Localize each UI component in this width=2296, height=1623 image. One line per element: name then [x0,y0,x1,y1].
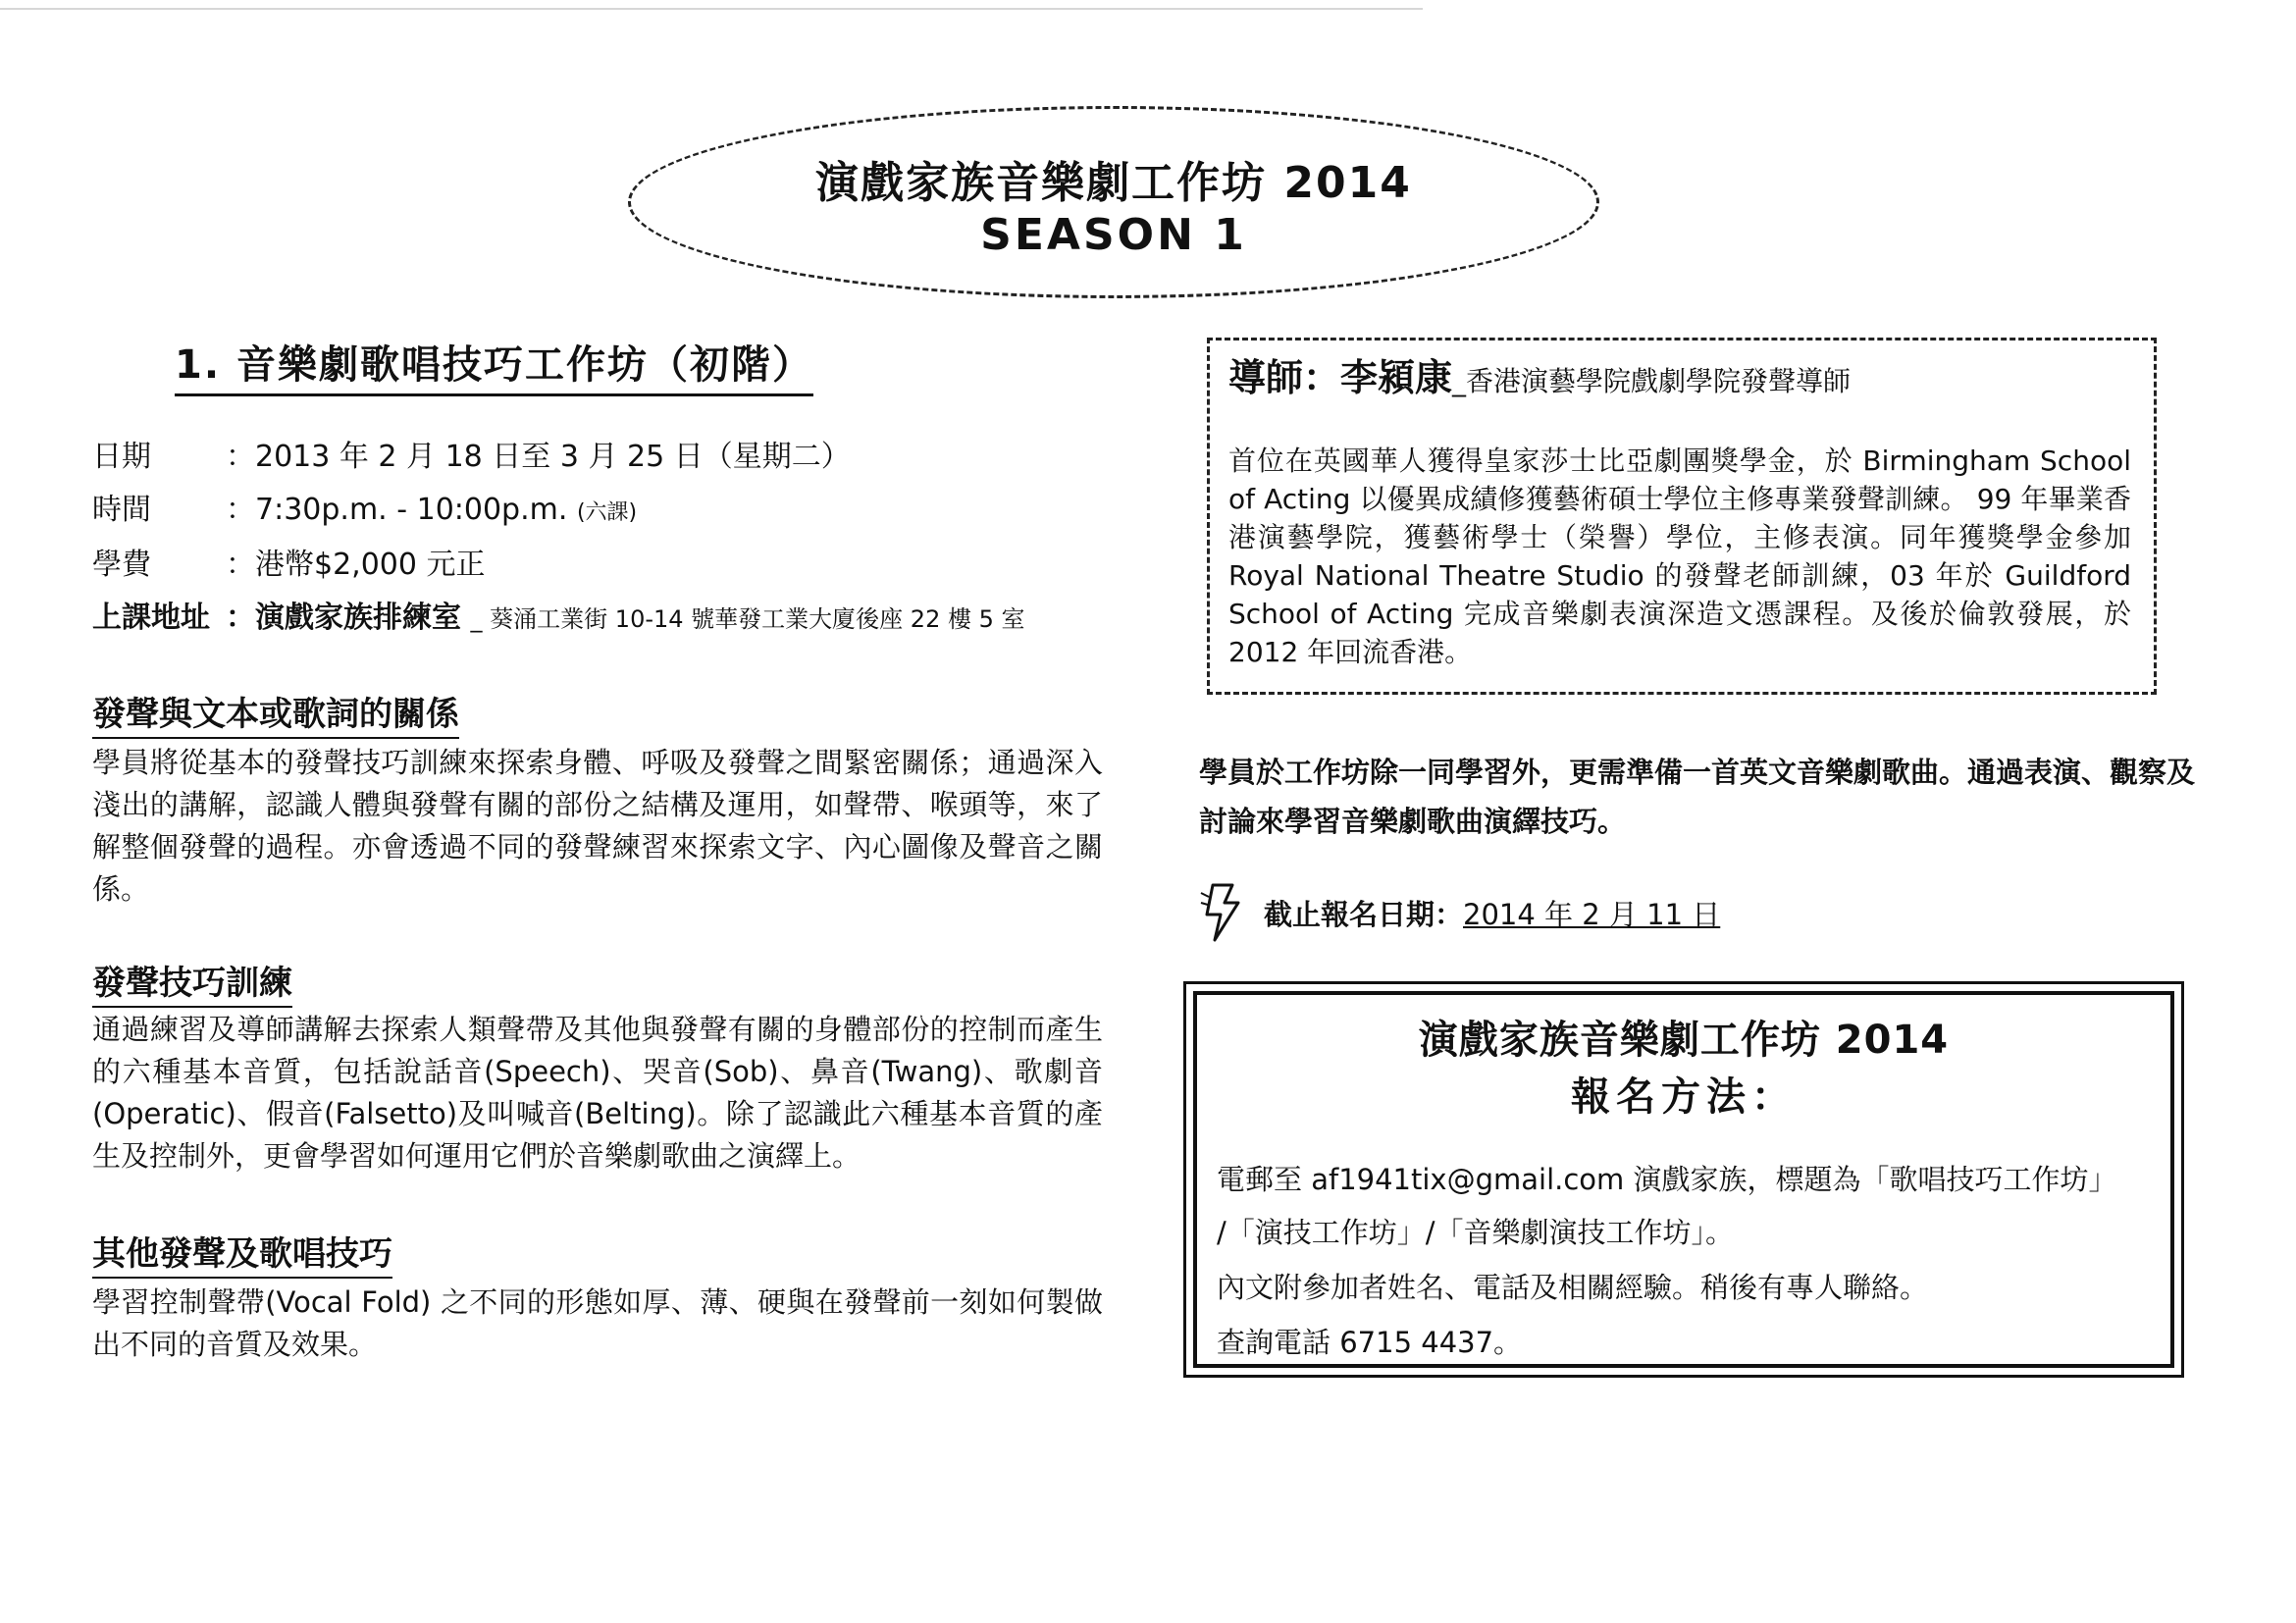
section-text: 通過練習及導師講解去探索人類聲帶及其他與發聲有關的身體部份的控制而產生的六種基本音質，包括說話音(Speech)、哭音(Sob)、鼻音(Twang)、歌劇音(Operatic)、假音(Falsetto)及叫喊音(Belting)。除了認識此六種基本音質的產生及控制外，更會學習如何運用它們於音樂劇歌曲之演繹上。 [92,1013,1103,1173]
registration-line: 電郵至 af1941tix@gmail.com 演戲家族，標題為「歌唱技巧工作坊」 [1217,1163,2117,1196]
deadline-label: 截止報名日期： [1264,897,1464,931]
section-heading: 發聲與文本或歌詞的關係 [92,687,459,739]
workshop-note: 學員於工作坊除一同學習外，更需準備一首英文音樂劇歌曲。通過表演、觀察及討論來學習音樂劇歌曲演繹技巧。 [1199,756,2196,838]
registration-line: 內文附參加者姓名、電話及相關經驗。稍後有專人聯絡。 [1217,1271,1929,1304]
workshop-title: 1. 音樂劇歌唱技巧工作坊（初階） [175,334,813,396]
page-title: 演戲家族音樂劇工作坊 2014 [815,158,1412,208]
info-value [226,485,637,528]
section-heading: 其他發聲及歌唱技巧 [92,1227,392,1279]
info-label: 上課地址 [92,601,210,635]
registration-title: 演戲家族音樂劇工作坊 2014 [1418,1018,1950,1063]
info-value-text: ：演戲家族排練室 [226,601,461,635]
info-label: 時間 [92,493,151,527]
section-text: 學員將從基本的發聲技巧訓練來探索身體、呼吸及發聲之間緊密關係；通過深入淺出的講解，認識人體與發聲有關的部份之結構及運用，如聲帶、喉頭等，來了解整個發聲的過程。亦會透過不同的發聲練習來探索文字、內心圖像及聲音之關係。 [92,746,1103,906]
info-label: 日期 [92,440,151,474]
registration-line: /「演技工作坊」/「音樂劇演技工作坊」。 [1217,1216,1735,1249]
section-heading: 發聲技巧訓練 [92,956,292,1008]
top-rule [0,8,1423,10]
info-value: ：港幣$2,000 元正 [226,548,486,582]
info-value: ：2013 年 2 月 18 日至 3 月 25 日（星期二） [226,440,851,474]
info-label: 學費 [92,548,151,582]
info-row-fee [92,540,486,583]
registration-subtitle: 報名方法： [1571,1074,1797,1120]
deadline-date: 2014 年 2 月 11 日 [1463,897,1721,931]
tutor-heading [1228,347,1851,401]
info-row-time [92,485,637,528]
info-value [226,593,1025,636]
info-row-date [92,432,851,475]
deadline [1199,883,1720,942]
tutor-title: _香港演藝學院戲劇學院發聲導師 [1452,365,1852,397]
season-label: SEASON 1 [980,210,1247,260]
section-text: 學習控制聲帶(Vocal Fold) 之不同的形態如厚、薄、硬與在發聲前一刻如何製做出不同的音質及效果。 [92,1285,1103,1361]
info-row-address [92,593,1025,636]
info-value-extra: (六課) [576,500,638,525]
info-value-text: ：7:30p.m. - 10:00p.m. [226,493,568,527]
tutor-name: 導師：李潁康 [1228,356,1453,399]
tutor-bio: 首位在英國華人獲得皇家莎士比亞劇團獎學金，於 Birmingham School of Acting 以優異成績修獲藝術碩士學位主修專業發聲訓練。 99 年畢業香港演藝學院，獲藝術學士（榮譽）學位，主修表演。同年獲獎學金參加 Royal National Theatre Studio 的發聲老師訓練，03 年於 Guildford School of Acting 完成音樂劇表演深造文憑課程。及後於倫敦發展，於 2012 年回流香港。 [1228,445,2131,668]
info-value-extra: _ 葵涌工業街 10-14 號華發工業大廈後座 22 樓 5 室 [470,605,1025,633]
registration-line: 查詢電話 6715 4437。 [1217,1326,1523,1359]
lightning-icon [1199,883,1254,942]
